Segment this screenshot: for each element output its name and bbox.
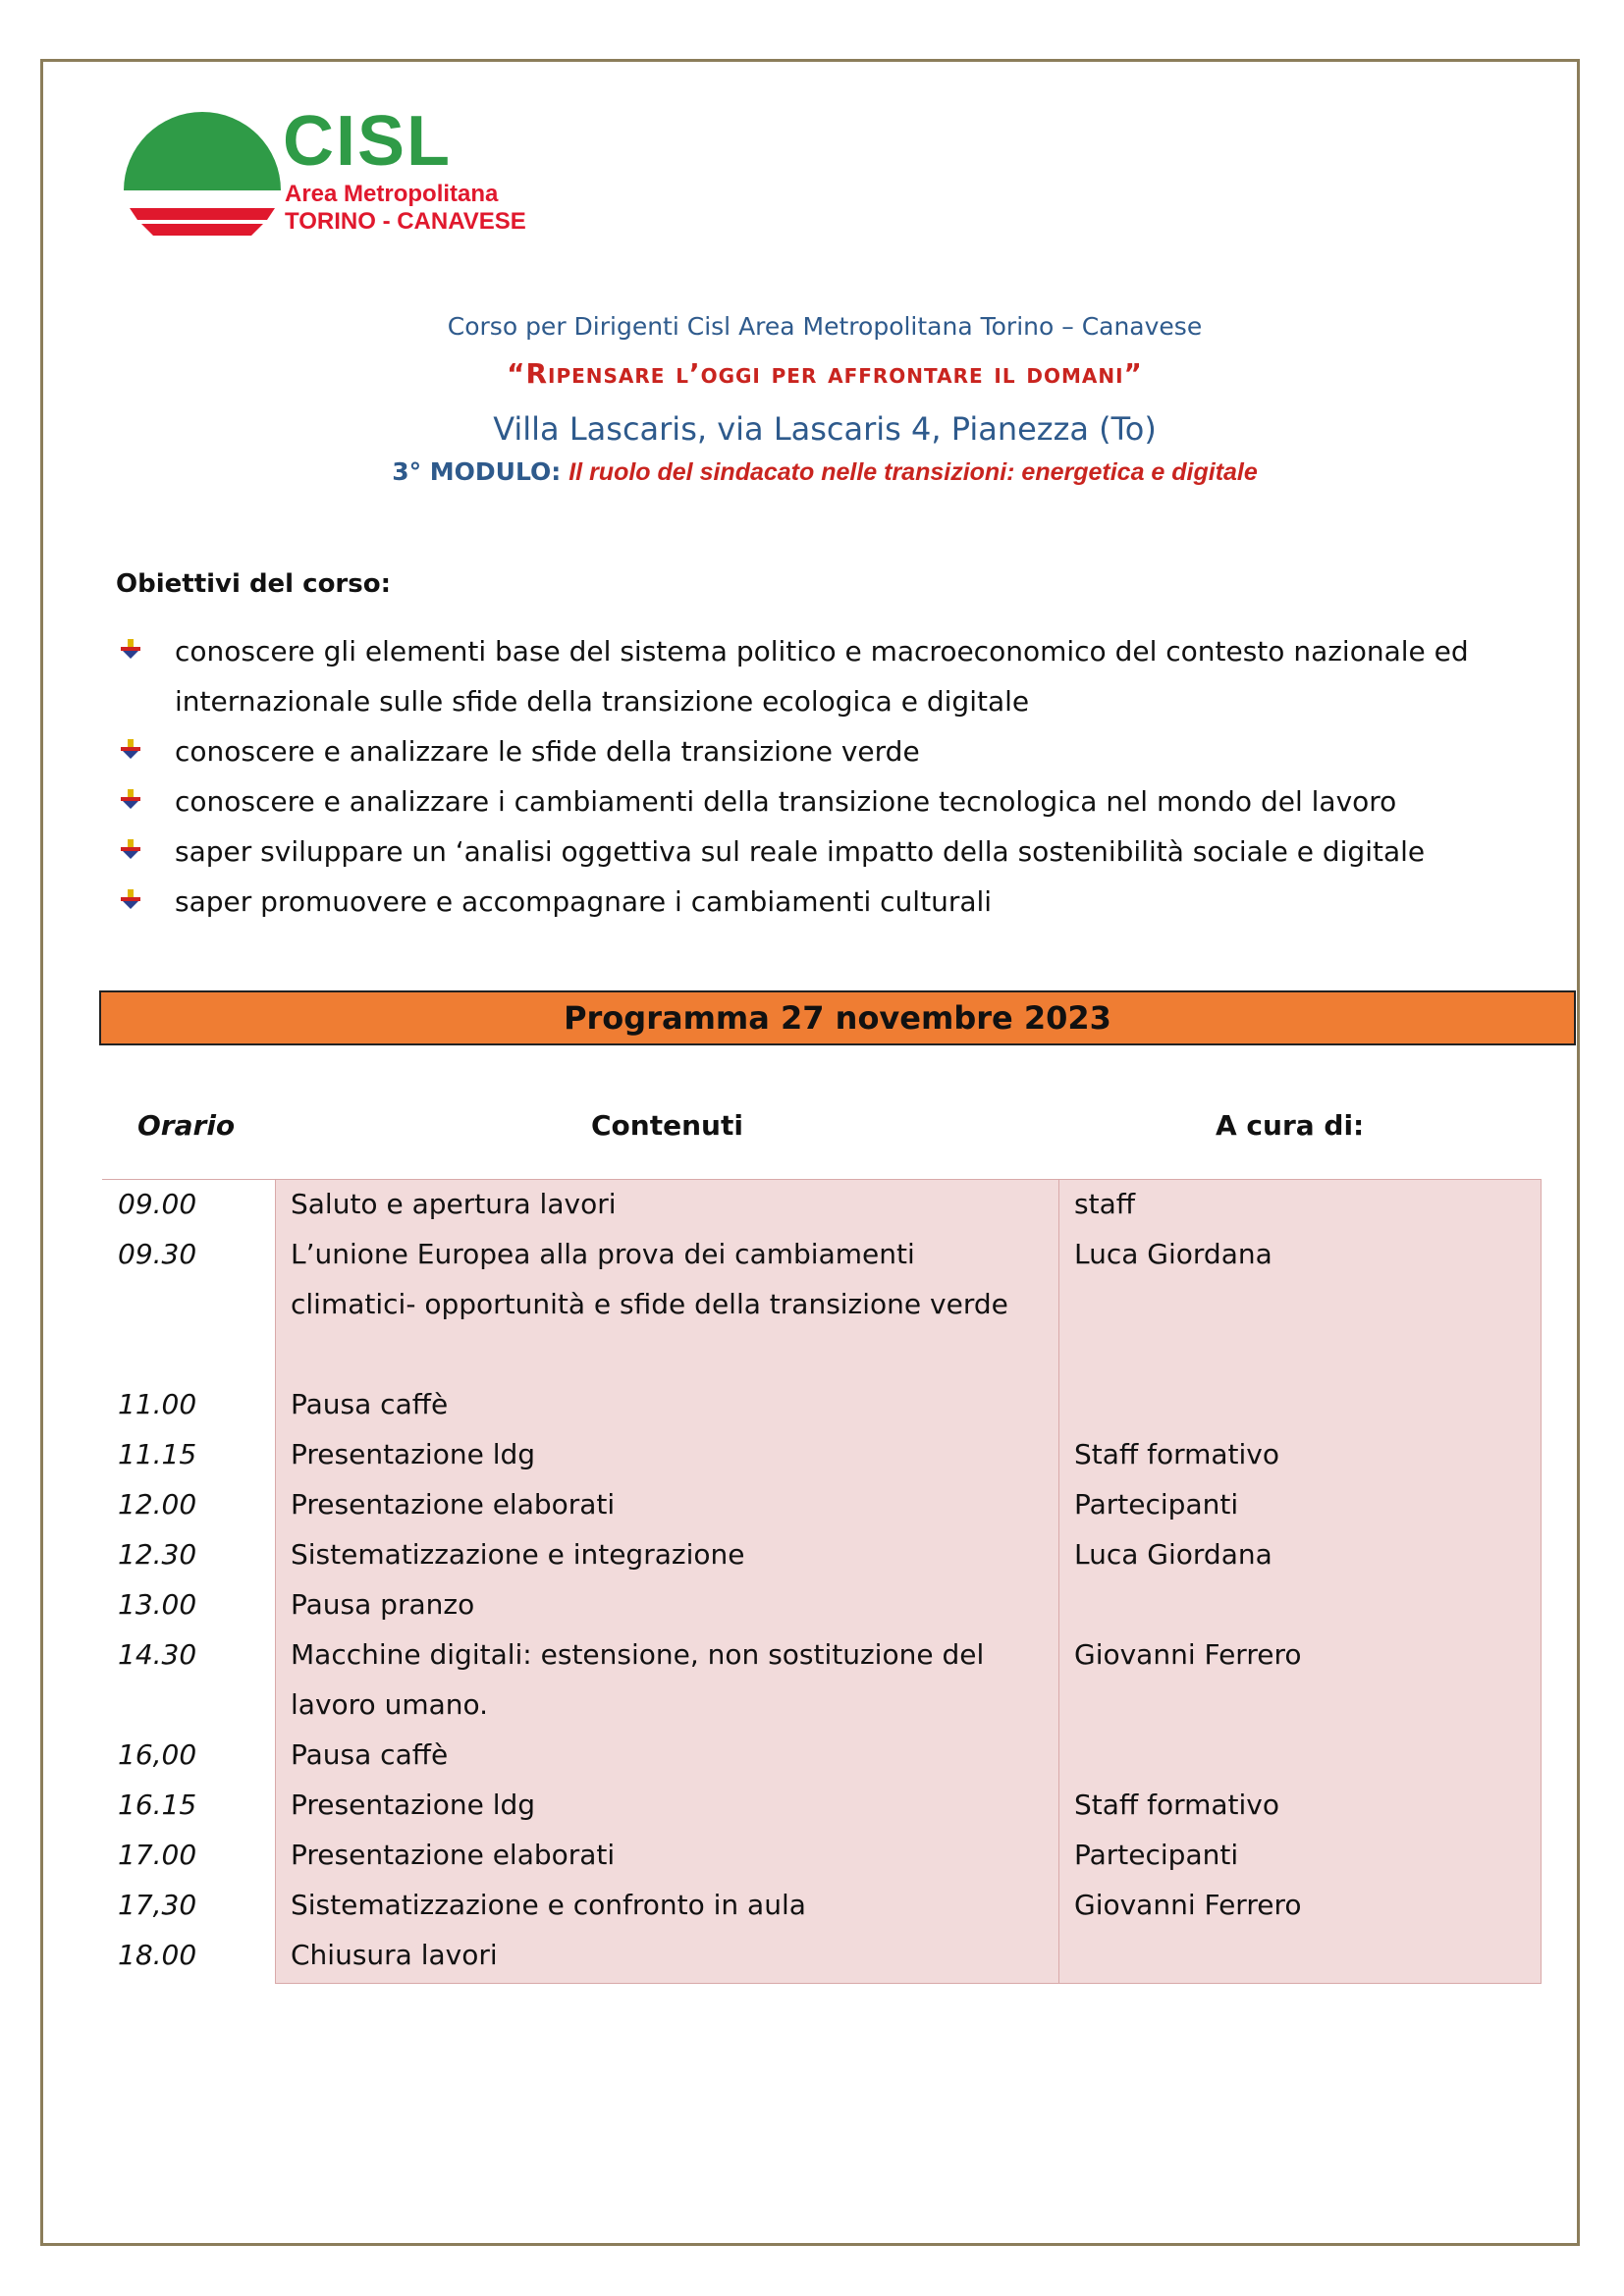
row-content: Sistematizzazione e integrazione	[291, 1538, 745, 1571]
row-speaker: Luca Giordana	[1074, 1538, 1272, 1571]
course-title: “Ripensare l’oggi per affrontare il domani”	[507, 357, 1143, 390]
row-content: Saluto e apertura lavori	[291, 1188, 617, 1220]
objective-item	[116, 626, 1549, 726]
row-content: Presentazione ldg	[291, 1789, 536, 1821]
objective-item	[116, 877, 1549, 927]
objective-item	[116, 726, 1549, 776]
column-header-contenuti: Contenuti	[591, 1109, 743, 1142]
row-time: 11.00	[118, 1388, 197, 1420]
row-time: 16.15	[118, 1789, 197, 1821]
logo-subtitle-city: TORINO - CANAVESE	[285, 208, 526, 235]
row-time: 17.00	[118, 1839, 197, 1871]
course-subtitle: Corso per Dirigenti Cisl Area Metropolitana Torino – Canavese	[447, 312, 1203, 341]
row-content: Macchine digitali: estensione, non sostituzione del lavoro umano.	[291, 1638, 985, 1721]
row-content: Presentazione ldg	[291, 1438, 536, 1470]
row-time: 13.00	[118, 1588, 197, 1621]
row-content: Sistematizzazione e confronto in aula	[291, 1889, 806, 1921]
cisl-logo-mark	[120, 110, 287, 243]
row-content: Pausa caffè	[291, 1388, 449, 1420]
arrow-down-bullet-icon	[120, 638, 141, 660]
objective-text: conoscere gli elementi base del sistema politico e macroeconomico del contesto nazionale ed internazionale sulle sfide della transizione ecologica e digitale	[175, 635, 1469, 718]
column-header-orario: Orario	[137, 1109, 236, 1142]
row-time: 17,30	[118, 1889, 197, 1921]
row-content: Presentazione elaborati	[291, 1839, 616, 1871]
row-time: 11.15	[118, 1438, 197, 1470]
row-time: 09.00	[118, 1188, 197, 1220]
row-speaker: Staff formativo	[1074, 1789, 1280, 1821]
module-label: 3° MODULO:	[392, 457, 562, 486]
objective-item	[116, 827, 1549, 877]
objective-text: conoscere e analizzare i cambiamenti della transizione tecnologica nel mondo del lavoro	[175, 785, 1397, 818]
row-speaker: Giovanni Ferrero	[1074, 1638, 1302, 1671]
row-time: 12.30	[118, 1538, 197, 1571]
objectives-heading: Obiettivi del corso:	[116, 569, 391, 599]
row-content: Pausa caffè	[291, 1738, 449, 1771]
row-speaker: Partecipanti	[1074, 1839, 1239, 1871]
row-content: Pausa pranzo	[291, 1588, 475, 1621]
arrow-down-bullet-icon	[120, 888, 141, 910]
objectives-list	[116, 626, 1549, 927]
row-speaker: Giovanni Ferrero	[1074, 1889, 1302, 1921]
column-header-a-cura-di: A cura di:	[1216, 1109, 1365, 1142]
row-time: 14.30	[118, 1638, 197, 1671]
row-speaker: staff	[1074, 1188, 1136, 1220]
module-line	[196, 457, 1453, 487]
cisl-logo	[120, 104, 591, 251]
objective-text: saper promuovere e accompagnare i cambiamenti culturali	[175, 885, 993, 918]
row-content: Chiusura lavori	[291, 1939, 498, 1971]
row-time: 09.30	[118, 1238, 197, 1270]
schedule-table	[102, 1179, 1542, 1984]
row-speaker: Partecipanti	[1074, 1488, 1239, 1521]
logo-subtitle-area: Area Metropolitana	[285, 181, 499, 207]
schedule-column-divider	[1058, 1179, 1059, 1984]
logo-wordmark: CISL	[283, 102, 453, 181]
row-content: Presentazione elaborati	[291, 1488, 616, 1521]
row-time: 18.00	[118, 1939, 197, 1971]
arrow-down-bullet-icon	[120, 788, 141, 810]
objective-text: saper sviluppare un ‘analisi oggettiva sul reale impatto della sostenibilità sociale e digitale	[175, 835, 1426, 868]
row-speaker: Luca Giordana	[1074, 1238, 1272, 1270]
row-time: 16,00	[118, 1738, 197, 1771]
program-banner: Programma 27 novembre 2023	[99, 990, 1576, 1045]
objective-text: conoscere e analizzare le sfide della transizione verde	[175, 735, 920, 768]
row-content: L’unione Europea alla prova dei cambiamenti climatici- opportunità e sfide della transizione verde	[291, 1238, 1008, 1320]
arrow-down-bullet-icon	[120, 838, 141, 860]
module-title: Il ruolo del sindacato nelle transizioni: energetica e digitale	[568, 458, 1258, 486]
objective-item	[116, 776, 1549, 827]
arrow-down-bullet-icon	[120, 738, 141, 760]
row-speaker: Staff formativo	[1074, 1438, 1280, 1470]
row-time: 12.00	[118, 1488, 197, 1521]
course-venue: Villa Lascaris, via Lascaris 4, Pianezza (To)	[493, 410, 1157, 448]
